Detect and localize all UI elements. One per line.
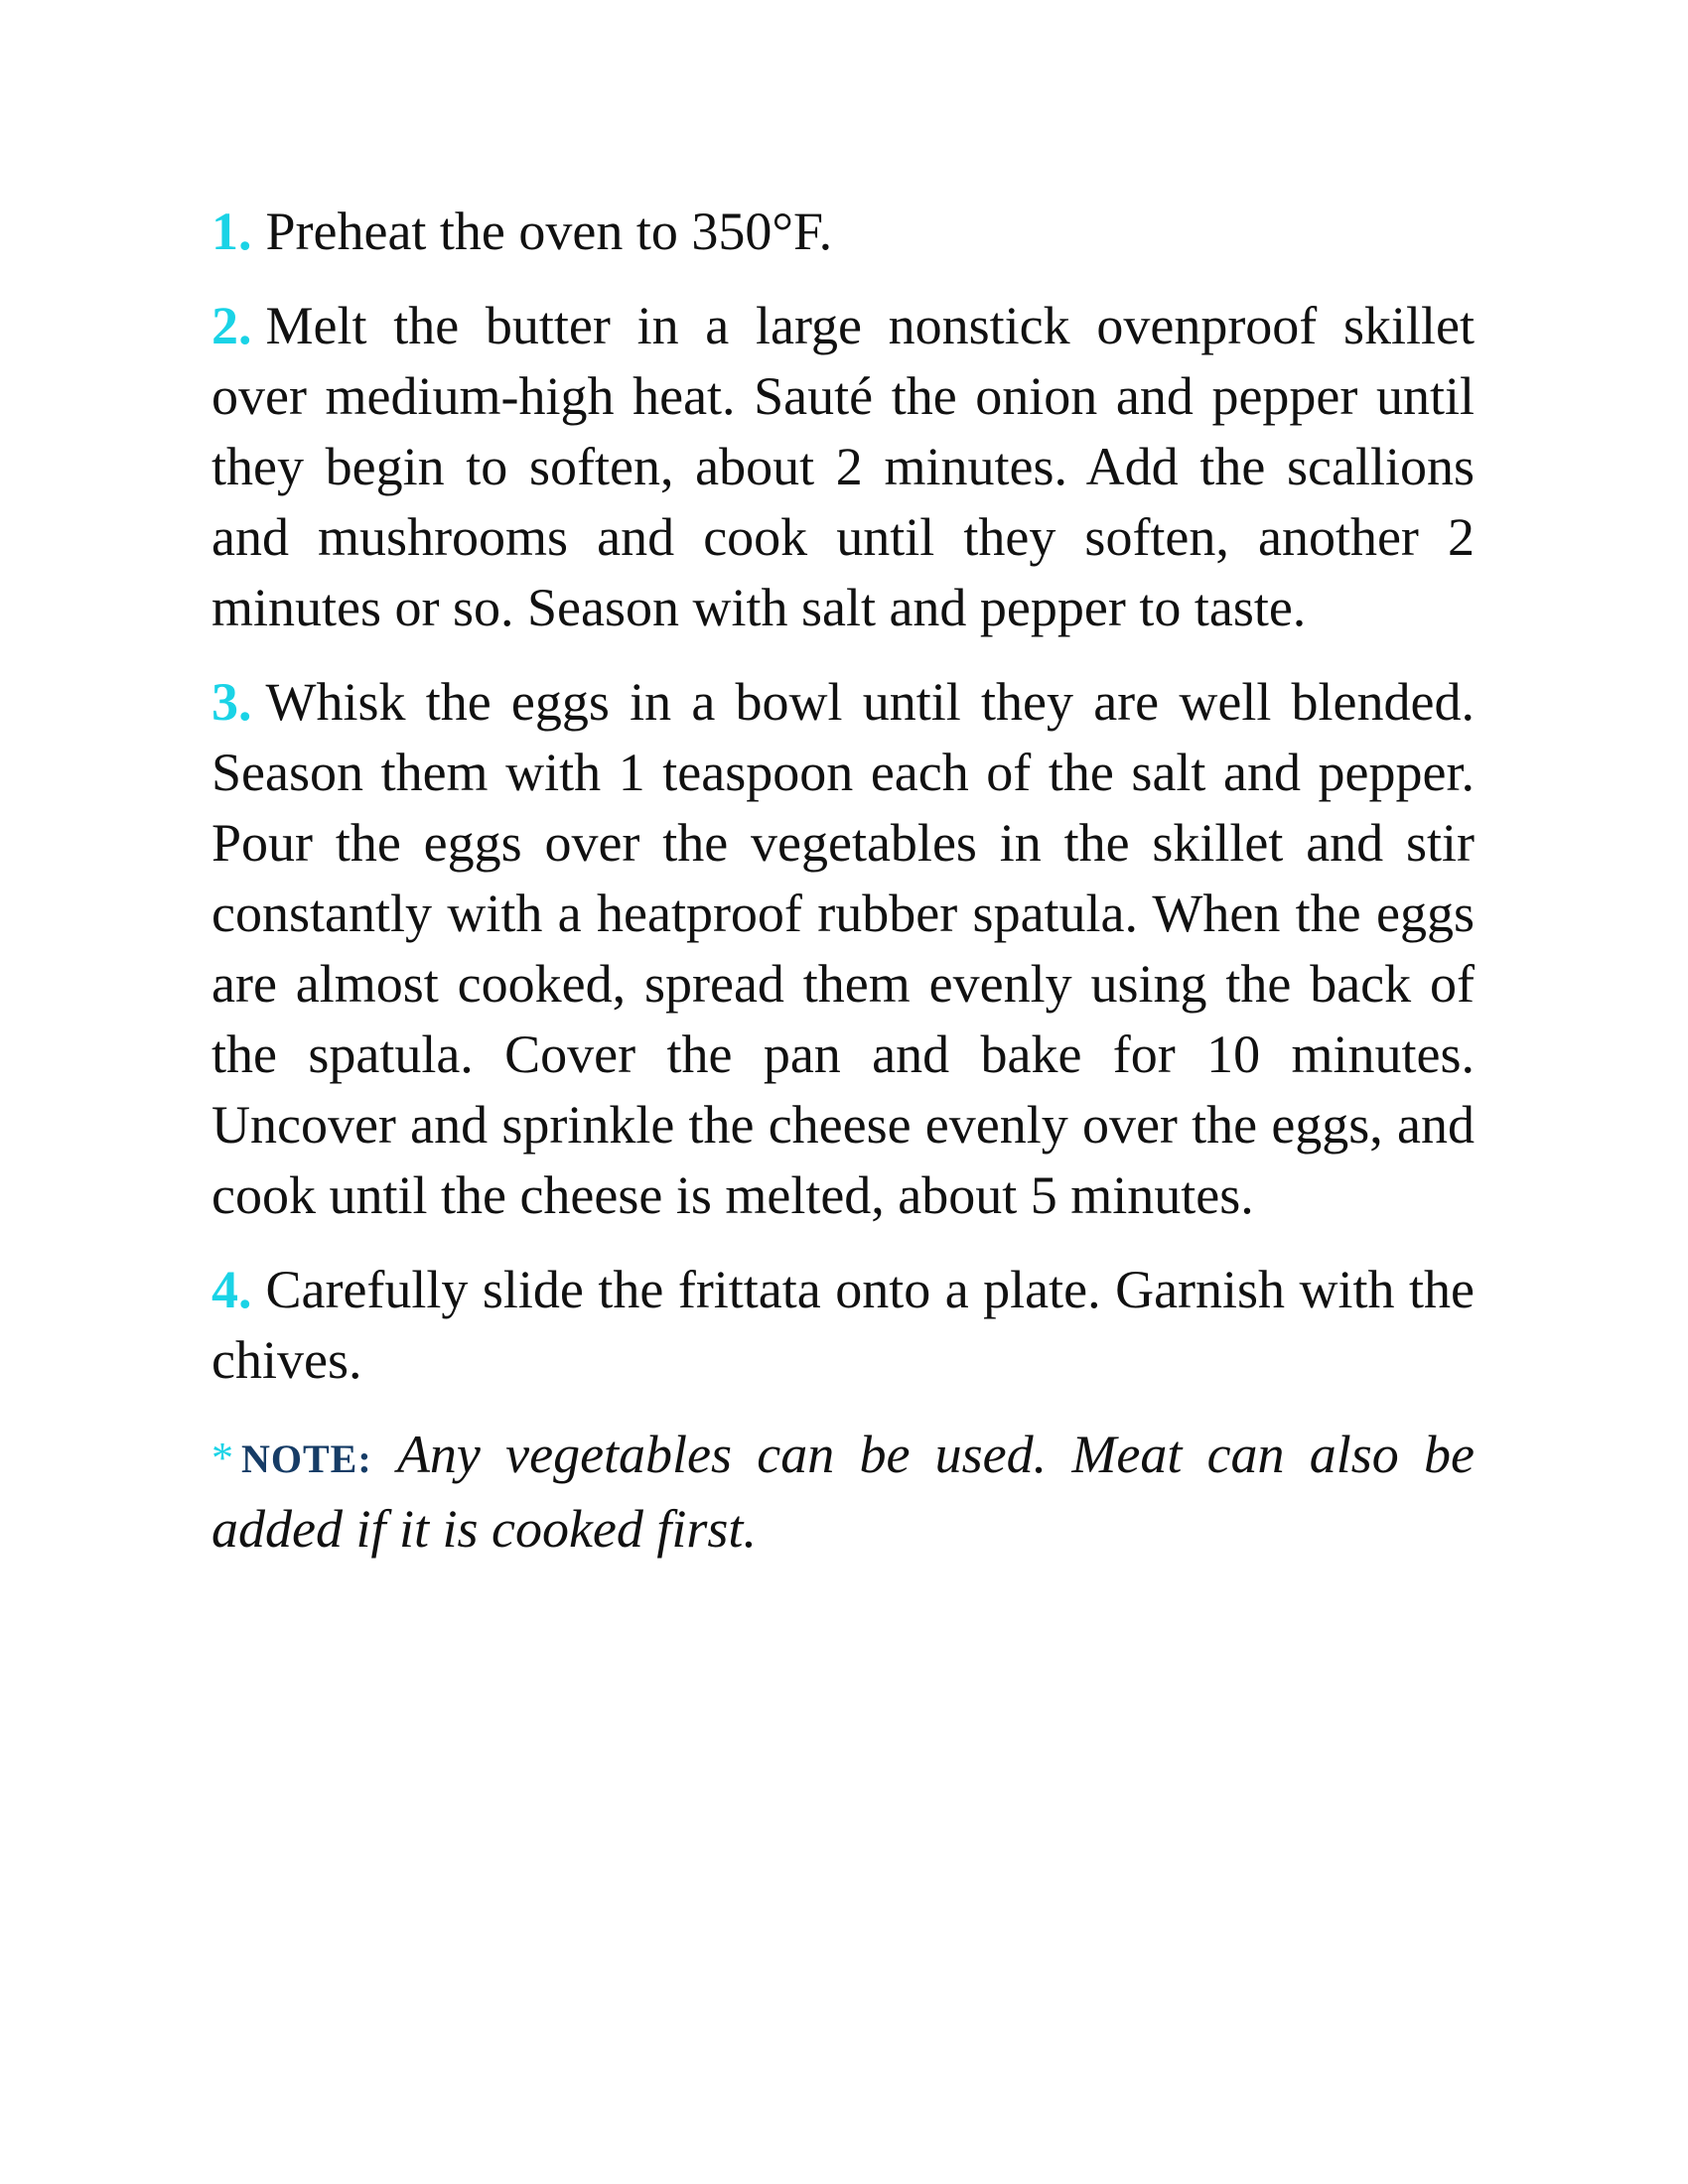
step-number: 1. <box>211 202 252 261</box>
recipe-note <box>211 1420 1475 1565</box>
step-number: 2. <box>211 296 252 355</box>
step-4 <box>211 1255 1475 1396</box>
note-label: NOTE: <box>241 1436 372 1481</box>
step-3 <box>211 667 1475 1231</box>
asterisk-icon: * <box>211 1433 233 1482</box>
step-text: Whisk the eggs in a bowl until they are well blended. Season them with 1 teaspoon each of the salt and pepper. Pour the eggs over the vegetables in the skillet and stir constantly with a heatproof rubber spatula. When the eggs are almost cooked, spread them evenly using the back of the spatula. Cover the pan and bake for 10 minutes. Uncover and sprinkle the cheese evenly over the eggs, and cook until the cheese is melted, about 5 minutes. <box>211 672 1475 1225</box>
step-text: Carefully slide the frittata onto a plate. Garnish with the chives. <box>211 1260 1475 1390</box>
step-2 <box>211 291 1475 643</box>
step-text: Preheat the oven to 350°F. <box>265 202 833 261</box>
step-1 <box>211 197 1475 267</box>
step-number: 4. <box>211 1260 252 1319</box>
step-number: 3. <box>211 672 252 732</box>
recipe-instructions <box>211 197 1475 1565</box>
step-text: Melt the butter in a large nonstick ovenproof skillet over medium-high heat. Sauté the onion and pepper until they begin to soften, about 2 minutes. Add the scallions and mushrooms and cook until they soften, another 2 minutes or so. Season with salt and pepper to taste. <box>211 296 1475 637</box>
note-text: Any vegetables can be used. Meat can also be added if it is cooked first. <box>211 1425 1476 1559</box>
